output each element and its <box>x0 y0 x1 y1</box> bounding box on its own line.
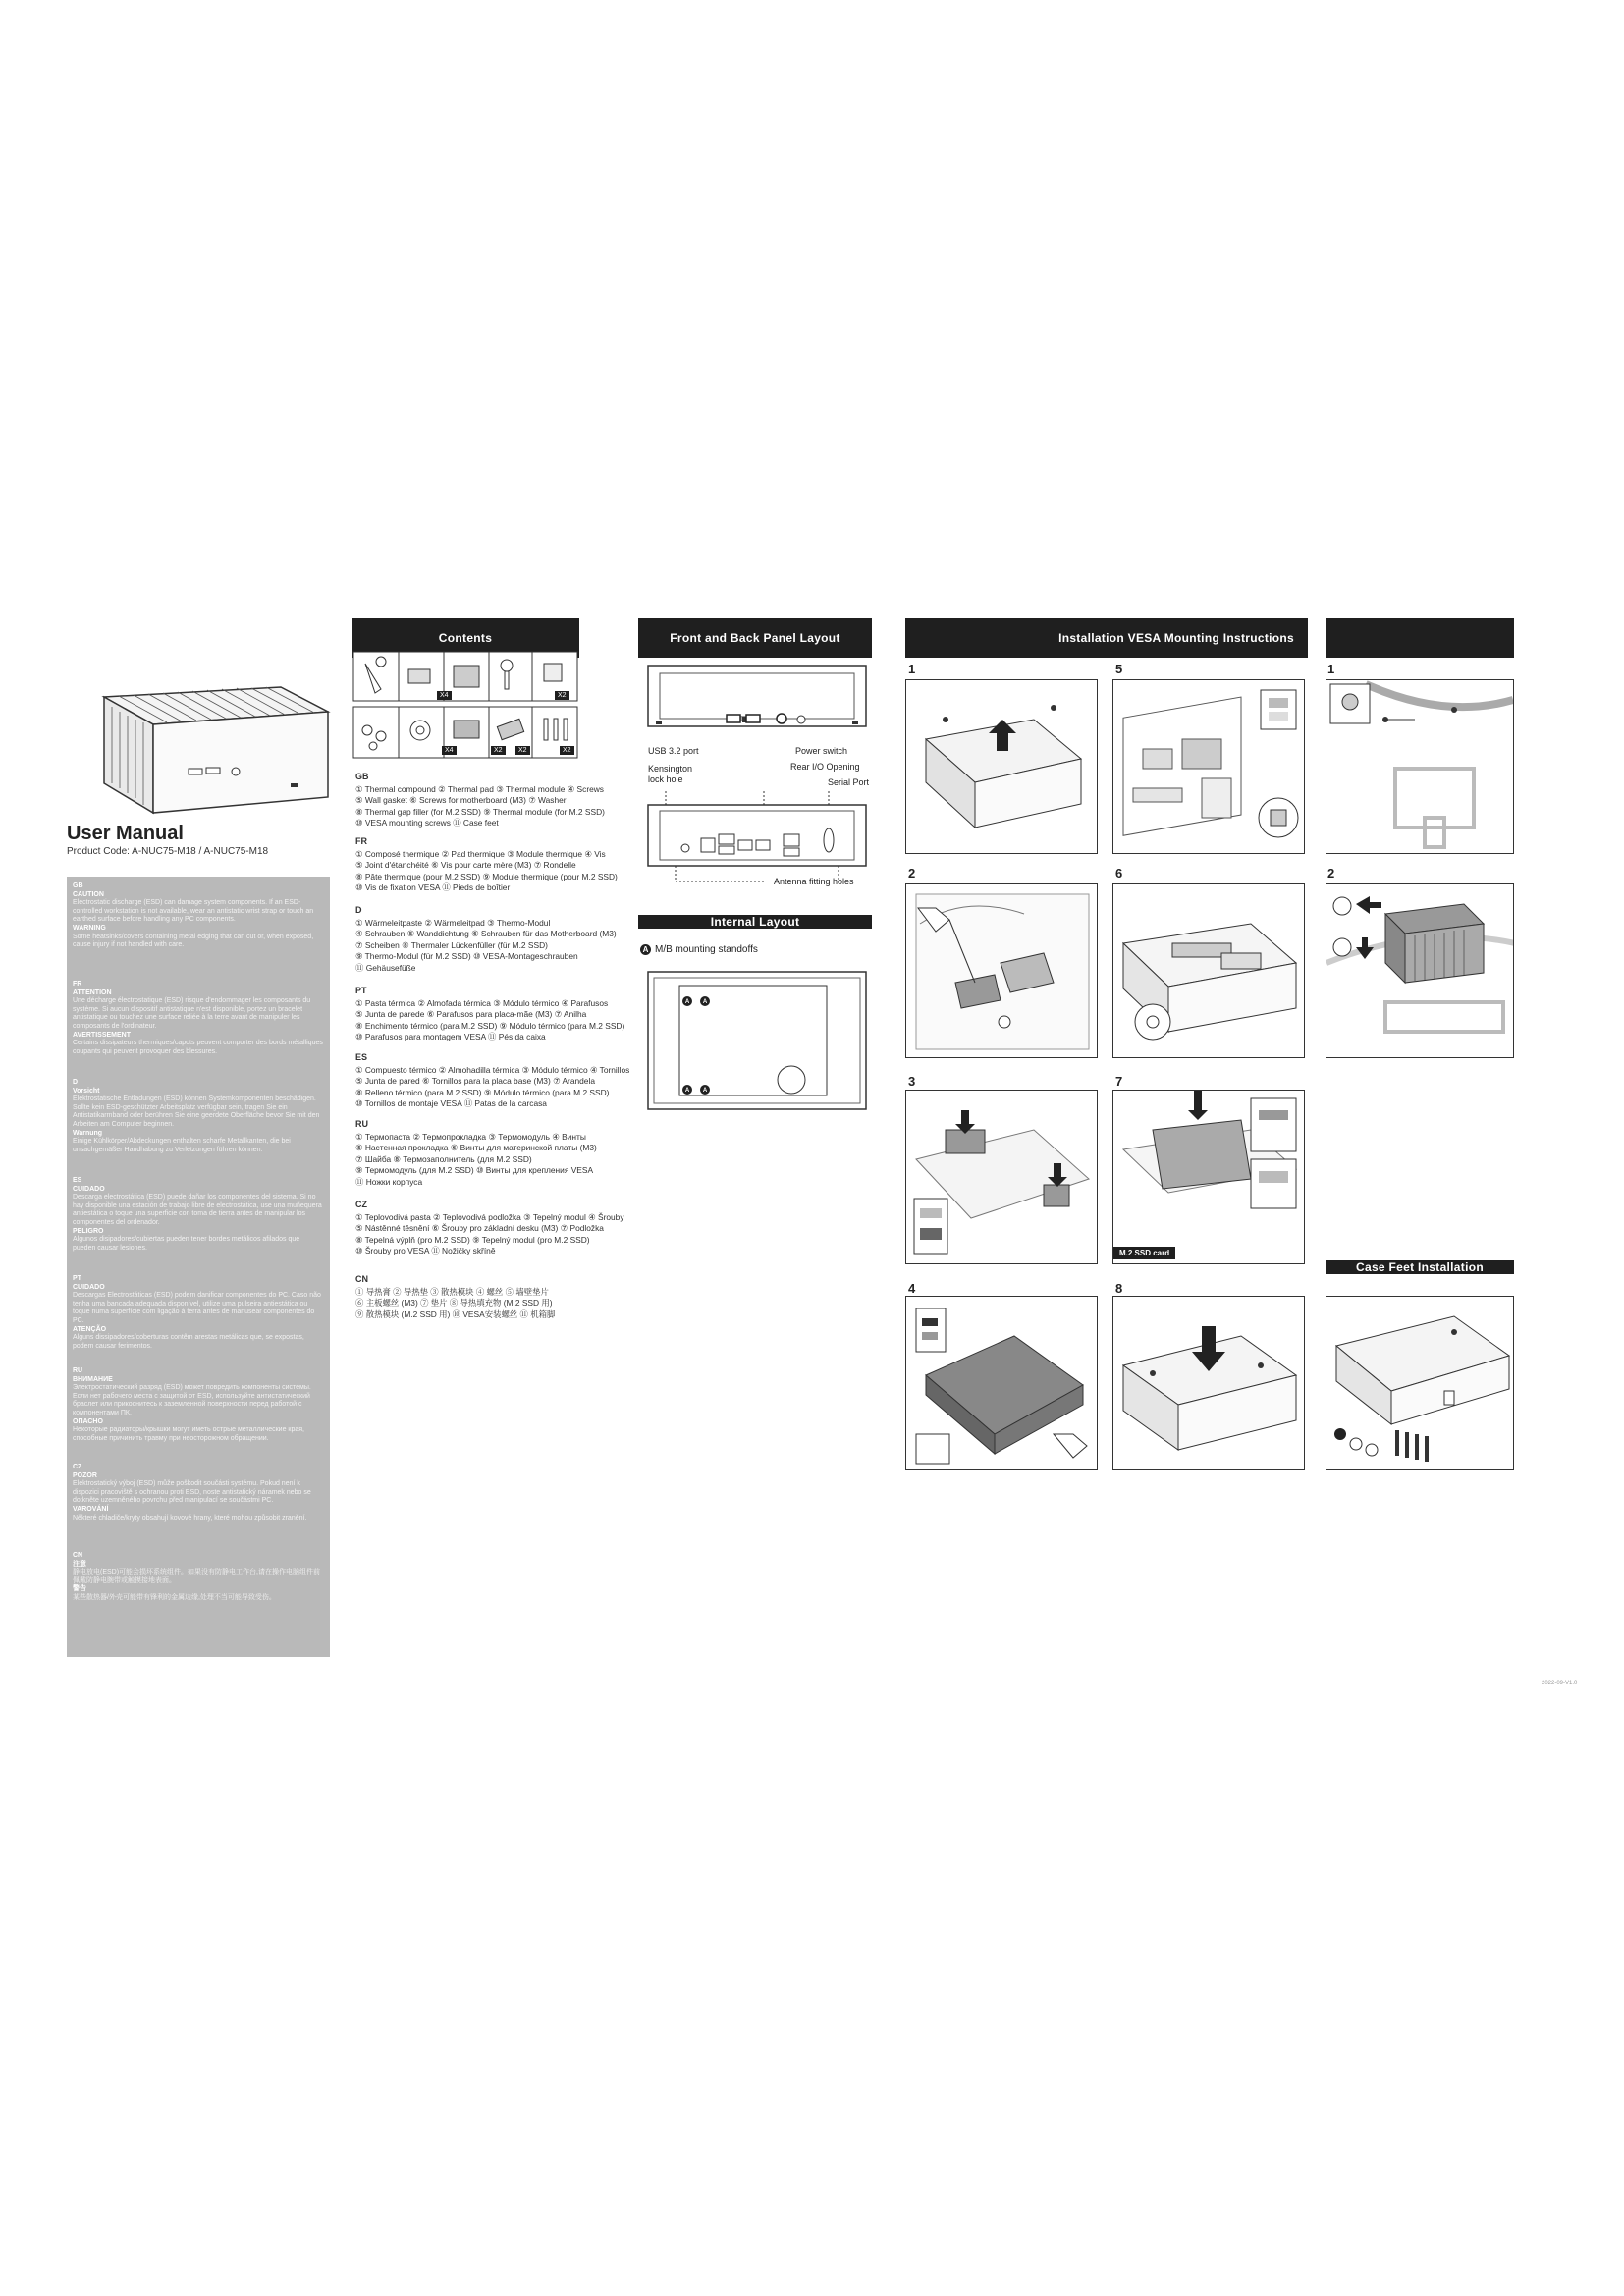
warning-gb: GB CAUTION Electrostatic discharge (ESD) can damage system components. If an ESD-controlled workstation is not available, wear an antistatic wrist strap or touch an earthed surface before handling any PC components. WARNING Some heatsinks/covers containing metal edging that can cut or, when exposed, cause injury if not handled with care. <box>73 882 314 949</box>
warning-es: ES CUIDADO Descarga electrostática (ESD) puede dañar los componentes del sistema. Si no hay disponible una estación de trabajo libre de electrostática, use una muñequera antiestática o toque una superficie con toma de tierra antes de manipular los componentes del ordenador. PELIGRO Algunos disipadores/cubiertas pueden tener bordes metálicos afilados que pueden causar lesiones. <box>73 1177 322 1252</box>
step-4-illustration <box>905 1296 1098 1470</box>
step-number: 2 <box>908 866 916 881</box>
step-number: 2 <box>1327 866 1335 881</box>
legend-fr: FR ① Composé thermique ② Pad thermique ③ Module thermique ④ Vis ⑤ Joint d'étanchéité ⑥ Vis pour carte mère (M3) ⑦ Rondelle ⑧ Pâte thermique (pour M.2 SSD) ⑨ Module thermique (pour M.2 SSD) ⑩ Vis de fixation VESA ⑪ Pieds de boîtier <box>355 836 618 893</box>
step-number: 6 <box>1115 866 1123 881</box>
back-panel-diagram <box>646 791 868 885</box>
serial-port-label: Serial Port <box>828 777 870 787</box>
legend-de: D ① Wärmeleitpaste ② Wärmeleitpad ③ Thermo-Modul ④ Schrauben ⑤ Wanddichtung ⑥ Schrauben für das Motherboard (M3) ⑦ Scheiben ⑧ Thermaler Lückenfüller (für M.2 SSD) ⑨ Thermo-Modul (für M.2 SSD) ⑩ VESA-Montageschrauben ⑪ Gehäusefüße <box>355 905 617 973</box>
internal-legend: A M/B mounting standoffs <box>640 944 758 955</box>
step-1-illustration <box>905 679 1098 854</box>
warning-cn: CN 注意 静电放电(ESD)可能会损坏系统组件。如果没有防静电工作台,请在操作电脑组件前佩戴防静电腕带或触摸接地表面。 警告 某些散热器/外壳可能带有锋利的金属边缘,处理不当可能导致受伤。 <box>73 1552 320 1601</box>
warning-fr: FR ATTENTION Une décharge électrostatique (ESD) risque d'endommager les composants du système. Si aucun dispositif antistatique n'est disponible, portez un bracelet antistatique ou touchez une surface reliée à la terre avant de manipuler les composants de l'ordinateur. AVERTISSEMENT Certains dissipateurs thermiques/capots peuvent comporter des bords métalliques coupants qui peuvent provoquer des blessures. <box>73 981 323 1055</box>
step-3-illustration <box>905 1090 1098 1264</box>
power-switch-label: Power switch <box>795 746 848 756</box>
qty-badge: X2 <box>491 746 506 755</box>
svg-text:A: A <box>684 1088 690 1094</box>
legend-gb: GB ① Thermal compound ② Thermal pad ③ Thermal module ④ Screws ⑤ Wall gasket ⑥ Screws for motherboard (M3) ⑦ Washer ⑧ Thermal gap filler (for M.2 SSD) ⑨ Thermal module (for M.2 SSD) ⑩ VESA mounting screws ⑪ Case feet <box>355 772 605 828</box>
right-step-2-illustration <box>1326 883 1514 1058</box>
product-code: Product Code: A-NUC75-M18 / A-NUC75-M18 <box>67 846 269 857</box>
step-2-illustration <box>905 883 1098 1058</box>
qty-badge: X4 <box>442 746 457 755</box>
internal-layout-diagram <box>646 970 868 1113</box>
safety-warnings-panel <box>67 877 330 1657</box>
footer-code: 2022-09-V1.0 <box>1542 1681 1578 1686</box>
device-illustration <box>84 667 340 825</box>
legend-ru: RU ① Термопаста ② Термопрокладка ③ Термомодуль ④ Винты ⑤ Настенная прокладка ⑥ Винты для материнской платы (M3) ⑦ Шайба ⑧ Термозаполнитель (для M.2 SSD) ⑨ Термомодуль (для M.2 SSD) ⑩ Винты для крепления VESA ⑪ Ножки корпуса <box>355 1119 597 1187</box>
legend-cn: CN ① 导热膏 ② 导热垫 ③ 散热模块 ④ 螺丝 ⑤ 墙壁垫片 ⑥ 主板螺丝 (M3) ⑦ 垫片 ⑧ 导热填充物 (M.2 SSD 用) ⑨ 散热模块 (M.2 SSD 用) ⑩ VESA安装螺丝 ⑪ 机箱脚 <box>355 1274 556 1319</box>
step-6-illustration <box>1112 883 1305 1058</box>
case-feet-illustration <box>1326 1296 1514 1470</box>
internal-header: Internal Layout <box>638 915 872 929</box>
qty-badge: X2 <box>560 746 574 755</box>
contents-parts-illustration <box>352 650 579 762</box>
contents-header: Contents <box>352 618 579 658</box>
front-back-header: Front and Back Panel Layout <box>638 618 872 658</box>
qty-badge: X2 <box>515 746 530 755</box>
step-number: 3 <box>908 1074 916 1089</box>
step-number: 1 <box>908 662 916 676</box>
step-number: 4 <box>908 1281 916 1296</box>
step-number: 8 <box>1115 1281 1123 1296</box>
step-number: 5 <box>1115 662 1123 676</box>
warning-cz: CZ POZOR Elektrostatický výboj (ESD) může poškodit součásti systému. Pokud není k dispozici pracoviště s ochranou proti ESD, noste antistatický náramek nebo se dotkněte uzemněného povrchu před manipulací se součástmi PC. VAROVÁNÍ Některé chladiče/kryty obsahují kovové hrany, které mohou způsobit zranění. <box>73 1464 311 1522</box>
legend-cz: CZ ① Teplovodivá pasta ② Teplovodivá podložka ③ Tepelný modul ④ Šrouby ⑤ Nástěnné těsnění ⑥ Šrouby pro základní desku (M3) ⑦ Podložka ⑧ Tepelná výplň (pro M.2 SSD) ⑨ Tepelný modul (pro M.2 SSD) ⑩ Šrouby pro VESA ⑪ Nožičky skříně <box>355 1200 624 1256</box>
step-8-illustration <box>1112 1296 1305 1470</box>
rear-io-label: Rear I/O Opening <box>790 762 860 772</box>
step-5-illustration <box>1112 679 1305 854</box>
vesa-header: Installation VESA Mounting Instructions <box>905 618 1308 658</box>
legend-es: ES ① Compuesto térmico ② Almohadilla térmica ③ Módulo térmico ④ Tornillos ⑤ Junta de pared ⑥ Tornillos para la placa base (M3) ⑦ Arandela ⑧ Relleno térmico (para M.2 SSD) ⑨ Módulo térmico (para M.2 SSD) ⑩ Tornillos de montaje VESA ⑪ Patas de la carcasa <box>355 1052 630 1109</box>
legend-pt: PT ① Pasta térmica ② Almofada térmica ③ Módulo térmico ④ Parafusos ⑤ Junta de parede ⑥ Parafusos para placa-mãe (M3) ⑦ Anilha ⑧ Enchimento térmico (para M.2 SSD) ⑨ Módulo térmico (para M.2 SSD) ⑩ Parafusos para montagem VESA ⑪ Pés da caixa <box>355 986 625 1042</box>
step-7-illustration <box>1112 1090 1305 1264</box>
warning-ru: RU ВНИМАНИЕ Электростатический разряд (ESD) может повредить компоненты системы. Если нет рабочего места с защитой от ESD, используйте антистатический браслет или прикоснитесь к заземленной поверхности перед работой с компонентами ПК. ОПАСНО Некоторые радиаторы/крышки могут иметь острые металлические края, способные причинить травму при неосторожном обращении. <box>73 1367 311 1442</box>
right-panel-header-bar <box>1326 618 1514 658</box>
standoff-marker-icon: A <box>640 944 651 955</box>
ssd-card-label: M.2 SSD card <box>1113 1247 1175 1259</box>
manual-title: User Manual <box>67 823 184 844</box>
usb-port-label: USB 3.2 port <box>648 746 699 756</box>
qty-badge: X2 <box>555 691 569 700</box>
antenna-holes-label: Antenna fitting holes <box>774 877 854 886</box>
front-panel-ports <box>725 713 793 728</box>
qty-badge: X4 <box>437 691 452 700</box>
step-number: 1 <box>1327 662 1335 676</box>
step-number: 7 <box>1115 1074 1123 1089</box>
right-step-1-illustration <box>1326 679 1514 854</box>
svg-text:A: A <box>702 999 708 1005</box>
warning-de: D Vorsicht Elektrostatische Entladungen (ESD) können Systemkomponenten beschädigen. Sollte kein ESD-geschützter Arbeitsplatz verfügbar sein, tragen Sie ein Antistatikarmband oder berühren Sie eine geerdete Oberfläche bevor Sie mit den Arbeiten am Computer beginnen. Warnung Einige Kühlkörper/Abdeckungen enthalten scharfe Metallkanten, die bei unsachgemäßer Handhabung zu Verletzungen führen können. <box>73 1079 320 1153</box>
kensington-label: Kensington lock hole <box>648 764 693 784</box>
case-feet-header: Case Feet Installation <box>1326 1260 1514 1274</box>
svg-text:A: A <box>684 999 690 1005</box>
svg-text:A: A <box>702 1088 708 1094</box>
warning-pt: PT CUIDADO Descargas Electrostáticas (ESD) podem danificar componentes do PC. Caso não tenha uma bancada adequada disponível, utilize uma pulseira antiestática ou toque numa superfície com ligação à terra antes de manusear componentes do PC. ATENÇÃO Alguns dissipadores/coberturas contêm arestas metálicas que, se expostas, podem causar ferimentos. <box>73 1275 321 1350</box>
